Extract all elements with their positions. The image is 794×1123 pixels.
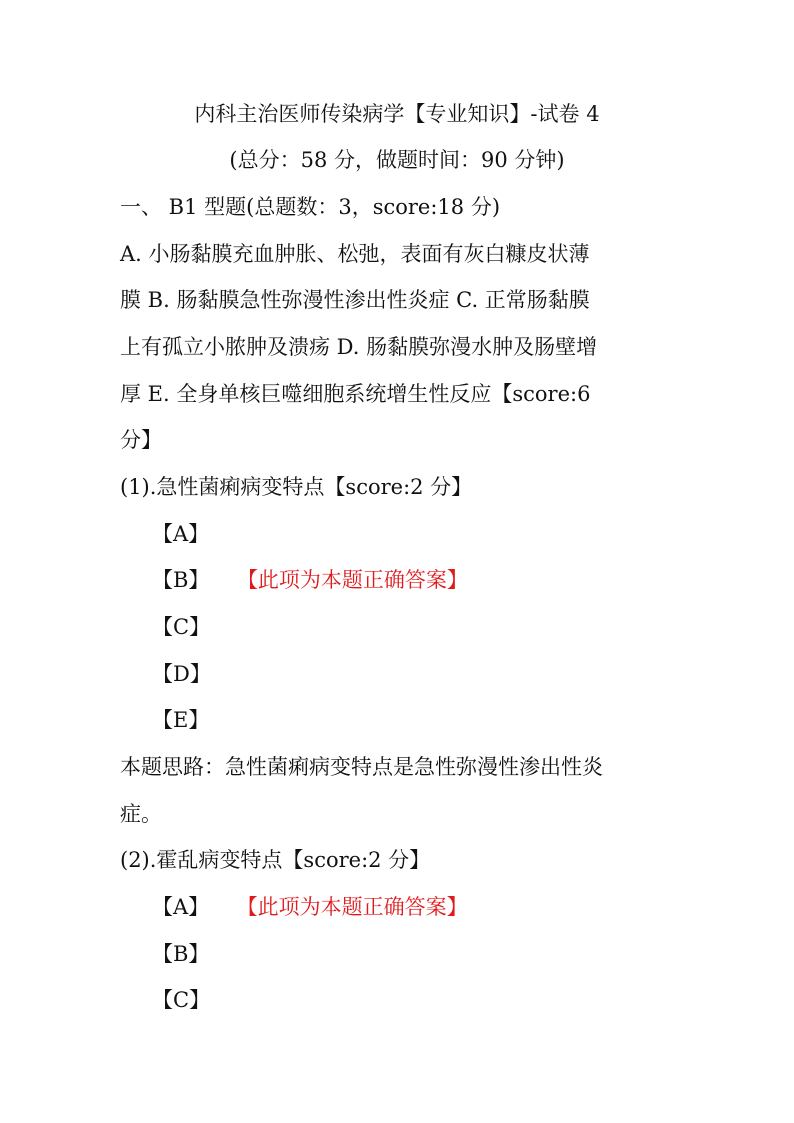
q1-option-e (152, 707, 209, 733)
stem-line: 分】 (120, 428, 162, 452)
q2-option-c (152, 987, 210, 1013)
option-label: 【B】 (152, 568, 210, 592)
question-1-prompt: (1).急性菌痢病变特点【score:2 分】 (120, 475, 473, 499)
option-label: 【C】 (152, 615, 211, 639)
page-title: 内科主治医师传染病学【专业知识】-试卷 4 (194, 102, 600, 126)
correct-answer-mark: 【此项为本题正确答案】 (247, 895, 468, 919)
option-label: 【D】 (152, 662, 211, 686)
explanation-line: 本题思路：急性菌痢病变特点是急性弥漫性渗出性炎 (120, 755, 603, 779)
question-2-prompt: (2).霍乱病变特点【score:2 分】 (120, 848, 431, 872)
option-label: 【B】 (152, 942, 210, 966)
stem-line: 厚 E. 全身单核巨噬细胞系统增生性反应【score:6 (120, 382, 591, 406)
q1-option-c (152, 614, 210, 640)
stem-line: A. 小肠黏膜充血肿胀、松弛，表面有灰白糠皮状薄 (120, 242, 590, 266)
option-label: 【C】 (152, 988, 211, 1012)
section-heading: 一、 B1 型题(总题数：3，score:18 分) (120, 195, 501, 219)
stem-line: 膜 B. 肠黏膜急性弥漫性渗出性炎症 C. 正常肠黏膜 (120, 288, 590, 312)
page-subtitle: (总分：58 分，做题时间：90 分钟) (229, 148, 565, 172)
option-label: 【A】 (152, 522, 210, 546)
q1-option-b (152, 567, 468, 593)
correct-answer-mark: 【此项为本题正确答案】 (247, 568, 468, 592)
q1-option-a (152, 521, 209, 547)
option-label: 【A】 (152, 895, 210, 919)
q2-option-b (152, 941, 209, 967)
q1-option-d (152, 661, 211, 687)
explanation-line: 症。 (120, 802, 162, 826)
stem-line: 上有孤立小脓肿及溃疡 D. 肠黏膜弥漫水肿及肠壁增 (120, 335, 598, 359)
option-label: 【E】 (152, 708, 210, 732)
q2-option-a (152, 894, 468, 920)
